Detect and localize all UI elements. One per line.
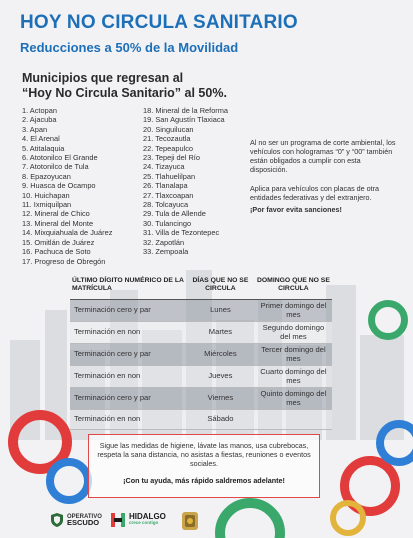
heading-line: Municipios que regresan al: [22, 71, 184, 85]
list-item: 7. Atotonilco de Tula: [22, 162, 89, 172]
list-item: 2. Ajacuba: [22, 115, 57, 125]
page-title: HOY NO CIRCULA SANITARIO: [20, 12, 298, 33]
page-subtitle: Reducciones a 50% de la Movilidad: [20, 40, 239, 55]
decorative-ring: [368, 300, 408, 340]
list-item: 13. Mineral del Monte: [22, 218, 94, 228]
municipality-list-right: [143, 106, 261, 257]
list-item: 14. Mixquiahuala de Juárez: [22, 228, 113, 238]
hygiene-cta: ¡Con tu ayuda, más rápido saldremos adelante!: [123, 476, 285, 485]
list-item: 10. Huichapan: [22, 190, 70, 200]
cell-digit: Terminación en non: [70, 322, 186, 344]
hygiene-text: Sigue las medidas de higiene, lávate las manos, usa cubrebocas, respeta la sana distancia, no asistas a fiestas, reuniones o eventos sociales.: [97, 441, 311, 468]
cell-sunday: Segundo domingo del mes: [255, 322, 332, 344]
list-item: 6. Atotonilco El Grande: [22, 153, 98, 163]
hidalgo-h-icon: [110, 512, 126, 528]
cell-sunday: Primer domingo del mes: [255, 300, 332, 322]
cell-digit: Terminación cero y par: [70, 344, 186, 366]
sanctions-warning: ¡Por favor evita sanciones!: [250, 205, 342, 214]
table-row: [70, 300, 332, 322]
list-item: 24. Tizayuca: [143, 162, 185, 172]
list-item: 12. Mineral de Chico: [22, 209, 90, 219]
header-last-digit: ÚLTIMO DÍGITO NUMÉRICO DE LA MATRÍCULA: [70, 275, 186, 300]
table-row: [70, 366, 332, 388]
list-item: 21. Tecozautla: [143, 134, 191, 144]
cell-sunday: Tercer domingo del mes: [255, 344, 332, 366]
cell-day: Lunes: [186, 300, 255, 322]
list-item: 4. El Arenal: [22, 134, 60, 144]
cell-digit: Terminación en non: [70, 410, 186, 430]
hidalgo-logo: [110, 512, 166, 528]
list-item: 20. Singuilucan: [143, 124, 194, 134]
circulation-schedule-table: [70, 275, 332, 430]
hologram-note: Al no ser un programa de corte ambiental, los vehículos con hologramas “0” y “00” también están obligados a cumplir con esta disposición.: [250, 138, 396, 174]
cell-day: Martes: [186, 322, 255, 344]
table-header-row: [70, 275, 332, 300]
list-item: 1. Actopan: [22, 106, 57, 115]
operativo-escudo-logo: [50, 512, 102, 528]
shield-icon: [50, 512, 64, 528]
list-item: 28. Tolcayuca: [143, 200, 189, 210]
municipality-list-left: [22, 106, 140, 266]
list-item: 33. Zempoala: [143, 247, 189, 257]
logo-line: ESCUDO: [67, 518, 100, 527]
list-item: 22. Tepeapulco: [143, 143, 193, 153]
list-item: 19. San Agustín Tlaxiaca: [143, 115, 225, 125]
hygiene-notice: [88, 434, 320, 498]
header-sunday: DOMINGO QUE NO SE CIRCULA: [255, 275, 332, 300]
cell-sunday: Quinto domingo del mes: [255, 388, 332, 410]
list-item: 17. Progreso de Obregón: [22, 256, 106, 266]
seal-icon: [180, 510, 200, 532]
cell-digit: Terminación cero y par: [70, 388, 186, 410]
list-item: 8. Epazoyucan: [22, 171, 71, 181]
logo-name: HIDALGO: [129, 511, 166, 521]
cell-day: Miércoles: [186, 344, 255, 366]
table-row: [70, 410, 332, 430]
cell-sunday: Cuarto domingo del mes: [255, 366, 332, 388]
logo-slogan: crece contigo: [129, 520, 159, 525]
table-row: [70, 322, 332, 344]
list-item: 18. Mineral de la Reforma: [143, 106, 229, 115]
list-item: 9. Huasca de Ocampo: [22, 181, 96, 191]
cell-day: Jueves: [186, 366, 255, 388]
list-item: 31. Villa de Tezontepec: [143, 228, 220, 238]
header-days: DÍAS QUE NO SE CIRCULA: [186, 275, 255, 300]
logo-line: OPERATIVO: [67, 513, 102, 520]
list-item: 30. Tulancingo: [143, 218, 192, 228]
list-item: 25. Tlahuelilpan: [143, 171, 196, 181]
list-item: 26. Tlanalapa: [143, 181, 188, 191]
municipalities-heading: [22, 71, 227, 101]
cell-day: Viernes: [186, 388, 255, 410]
cell-digit: Terminación en non: [70, 366, 186, 388]
table-row: [70, 388, 332, 410]
list-item: 5. Atitalaquia: [22, 143, 65, 153]
state-seal-logo: [180, 510, 200, 532]
cell-day: Sábado: [186, 410, 255, 430]
list-item: 15. Omitlán de Juárez: [22, 237, 95, 247]
list-item: 27. Tlaxcoapan: [143, 190, 194, 200]
list-item: 11. Ixmiquilpan: [22, 200, 72, 210]
heading-line: “Hoy No Circula Sanitario” al 50%.: [22, 86, 227, 100]
cell-digit: Terminación cero y par: [70, 300, 186, 322]
list-item: 3. Apan: [22, 124, 48, 134]
decorative-ring: [46, 458, 92, 504]
list-item: 16. Pachuca de Soto: [22, 247, 91, 257]
footer-logos: [0, 508, 413, 538]
list-item: 32. Zapotlán: [143, 237, 185, 247]
cell-sunday: [255, 410, 332, 430]
list-item: 23. Tepeji del Río: [143, 153, 200, 163]
plates-note: Aplica para vehículos con placas de otra entidades federativas y del extranjero.: [250, 184, 380, 202]
table-row: [70, 344, 332, 366]
list-item: 29. Tula de Allende: [143, 209, 206, 219]
